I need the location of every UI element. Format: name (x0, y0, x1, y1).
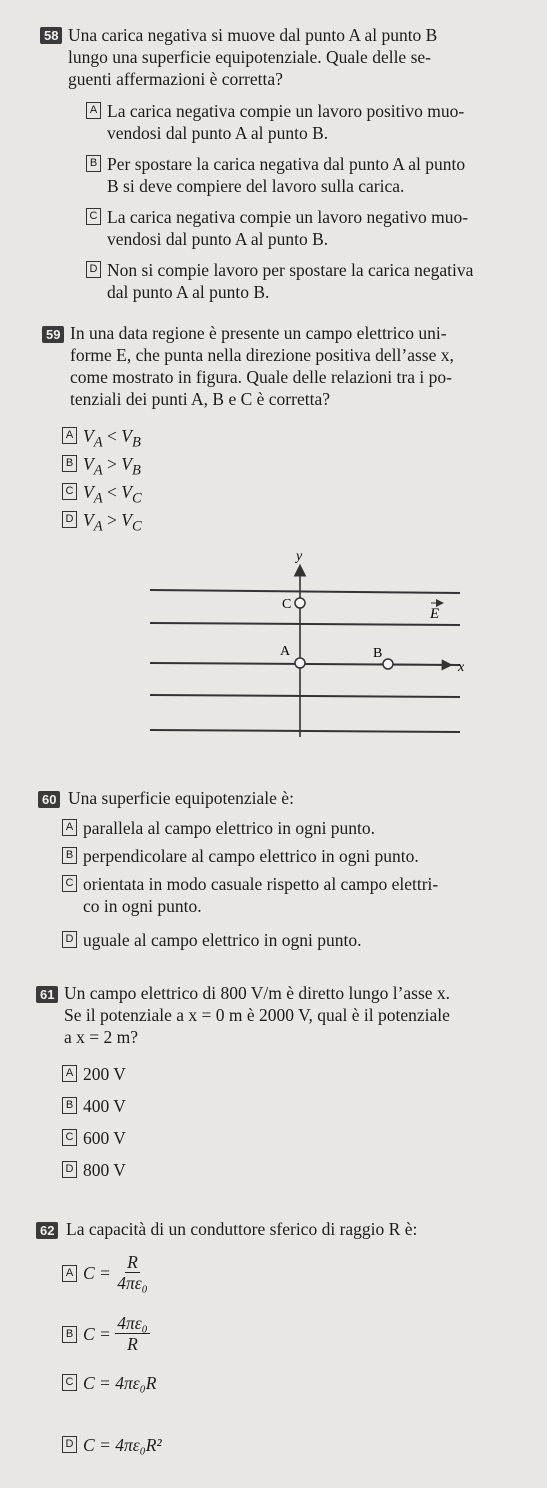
option-text: 400 V (83, 1096, 126, 1116)
option-letter: B (62, 455, 77, 472)
option-text: dal punto A al punto B. (107, 282, 270, 302)
option-text: vendosi dal punto A al punto B. (107, 229, 329, 249)
option-b[interactable] (62, 1313, 150, 1354)
option-formula: C = (83, 1262, 111, 1283)
stem-line: Un campo elettrico di 800 V/m è diretto lungo l’asse x. (64, 983, 451, 1003)
question-number: 58 (40, 27, 62, 44)
option-d[interactable] (86, 259, 473, 303)
option-c[interactable] (86, 206, 468, 250)
option-a[interactable] (62, 1063, 126, 1085)
stem-line: tenziali dei punti A, B e C è corretta? (70, 389, 330, 409)
point-a-label: A (280, 644, 291, 659)
field-figure (140, 545, 480, 745)
option-formula: C = 4πε₀R (83, 1373, 157, 1393)
stem-line: Una carica negativa si muove dal punto A al punto B (68, 25, 438, 45)
option-formula: $V_A < V_B$ (83, 426, 141, 451)
option-letter: C (62, 1374, 77, 1391)
option-letter: D (62, 511, 77, 528)
option-letter: B (62, 847, 77, 864)
question-stem (70, 322, 454, 410)
option-text: La carica negativa compie un lavoro negativo muo- (107, 207, 469, 227)
stem-line: Se il potenziale a x = 0 m è 2000 V, qual è il potenziale (64, 1005, 450, 1025)
question-stem: Una superficie equipotenziale è: (68, 788, 294, 808)
point-c (295, 598, 305, 608)
stem-line: lungo una superficie equipotenziale. Quale delle se- (68, 47, 431, 67)
option-b[interactable] (62, 845, 419, 867)
point-c-label: C (282, 597, 292, 612)
option-letter: A (86, 102, 101, 119)
option-text: parallela al campo elettrico in ogni punto. (83, 818, 376, 838)
question-number: 59 (42, 326, 64, 343)
option-text: 600 V (83, 1128, 126, 1148)
option-d[interactable] (62, 1159, 126, 1181)
field-line (150, 623, 460, 625)
option-letter: B (86, 155, 101, 172)
option-a[interactable] (62, 817, 375, 839)
stem-line: In una data regione è presente un campo elettrico uni- (70, 323, 447, 343)
field-line (150, 730, 460, 732)
option-c[interactable] (62, 1372, 156, 1394)
point-b (383, 659, 393, 669)
option-a[interactable] (62, 425, 141, 454)
option-letter: C (62, 483, 77, 500)
stem-line: forme E, che punta nella direzione positiva dell’asse x, (70, 345, 454, 365)
option-formula: $V_A > V_C$ (83, 510, 142, 535)
option-text: B si deve compiere del lavoro sulla carica. (107, 176, 405, 196)
option-d[interactable] (62, 929, 361, 951)
option-text: 800 V (83, 1160, 126, 1180)
question-number: 61 (36, 986, 58, 1003)
option-text: perpendicolare al campo elettrico in ogni punto. (83, 846, 419, 866)
option-text: Non si compie lavoro per spostare la carica negativa (107, 260, 474, 280)
option-letter: B (62, 1326, 77, 1343)
y-axis-label: y (296, 549, 303, 564)
option-formula: $V_A > V_B$ (83, 454, 141, 479)
option-letter: D (62, 1161, 77, 1178)
option-text: La carica negativa compie un lavoro positivo muo- (107, 101, 465, 121)
option-text: 200 V (83, 1064, 126, 1084)
question-number: 60 (38, 791, 60, 808)
option-text: uguale al campo elettrico in ogni punto. (83, 930, 362, 950)
field-label: E (430, 606, 440, 622)
option-letter: A (62, 1065, 77, 1082)
option-c[interactable] (62, 481, 142, 510)
option-letter: C (62, 1129, 77, 1146)
question-stem (68, 24, 437, 90)
question-number: 62 (36, 1222, 58, 1239)
option-letter: D (86, 261, 101, 278)
option-b[interactable] (62, 1095, 126, 1117)
point-b-label: B (373, 646, 383, 661)
fraction: $\frac{\text{4πε₀}}{R}$ (117, 1313, 148, 1354)
question-stem (64, 982, 450, 1048)
option-text: co in ogni punto. (83, 896, 202, 916)
option-formula: $V_A < V_C$ (83, 482, 142, 507)
option-b[interactable] (62, 453, 141, 482)
option-letter: D (62, 1436, 77, 1453)
option-text: vendosi dal punto A al punto B. (107, 123, 329, 143)
stem-line: a x = 2 m? (64, 1027, 139, 1047)
question-stem: La capacità di un conduttore sferico di raggio R è: (66, 1219, 418, 1239)
x-axis-label: x (458, 660, 465, 675)
option-d[interactable] (62, 1434, 162, 1456)
option-letter: D (62, 931, 77, 948)
option-letter: A (62, 1265, 77, 1282)
option-formula: C = 4πε₀R² (83, 1435, 162, 1455)
option-d[interactable] (62, 509, 142, 538)
option-letter: C (62, 875, 77, 892)
fraction: $\frac{R}{\text{4πε₀}}$ (117, 1252, 148, 1293)
option-letter: A (62, 427, 77, 444)
option-text: Per spostare la carica negativa dal punto A al punto (107, 154, 466, 174)
option-a[interactable] (62, 1252, 150, 1293)
option-c[interactable] (62, 873, 438, 917)
option-b[interactable] (86, 153, 465, 197)
option-letter: B (62, 1097, 77, 1114)
option-letter: A (62, 819, 77, 836)
point-a (295, 658, 305, 668)
option-letter: C (86, 208, 101, 225)
stem-line: guenti affermazioni è corretta? (68, 69, 283, 89)
option-c[interactable] (62, 1127, 126, 1149)
field-line (150, 695, 460, 697)
option-a[interactable] (86, 100, 464, 144)
field-line (150, 590, 460, 593)
stem-line: come mostrato in figura. Quale delle relazioni tra i po- (70, 367, 452, 387)
option-formula: C = (83, 1323, 111, 1344)
option-text: orientata in modo casuale rispetto al campo elettri- (83, 874, 439, 894)
